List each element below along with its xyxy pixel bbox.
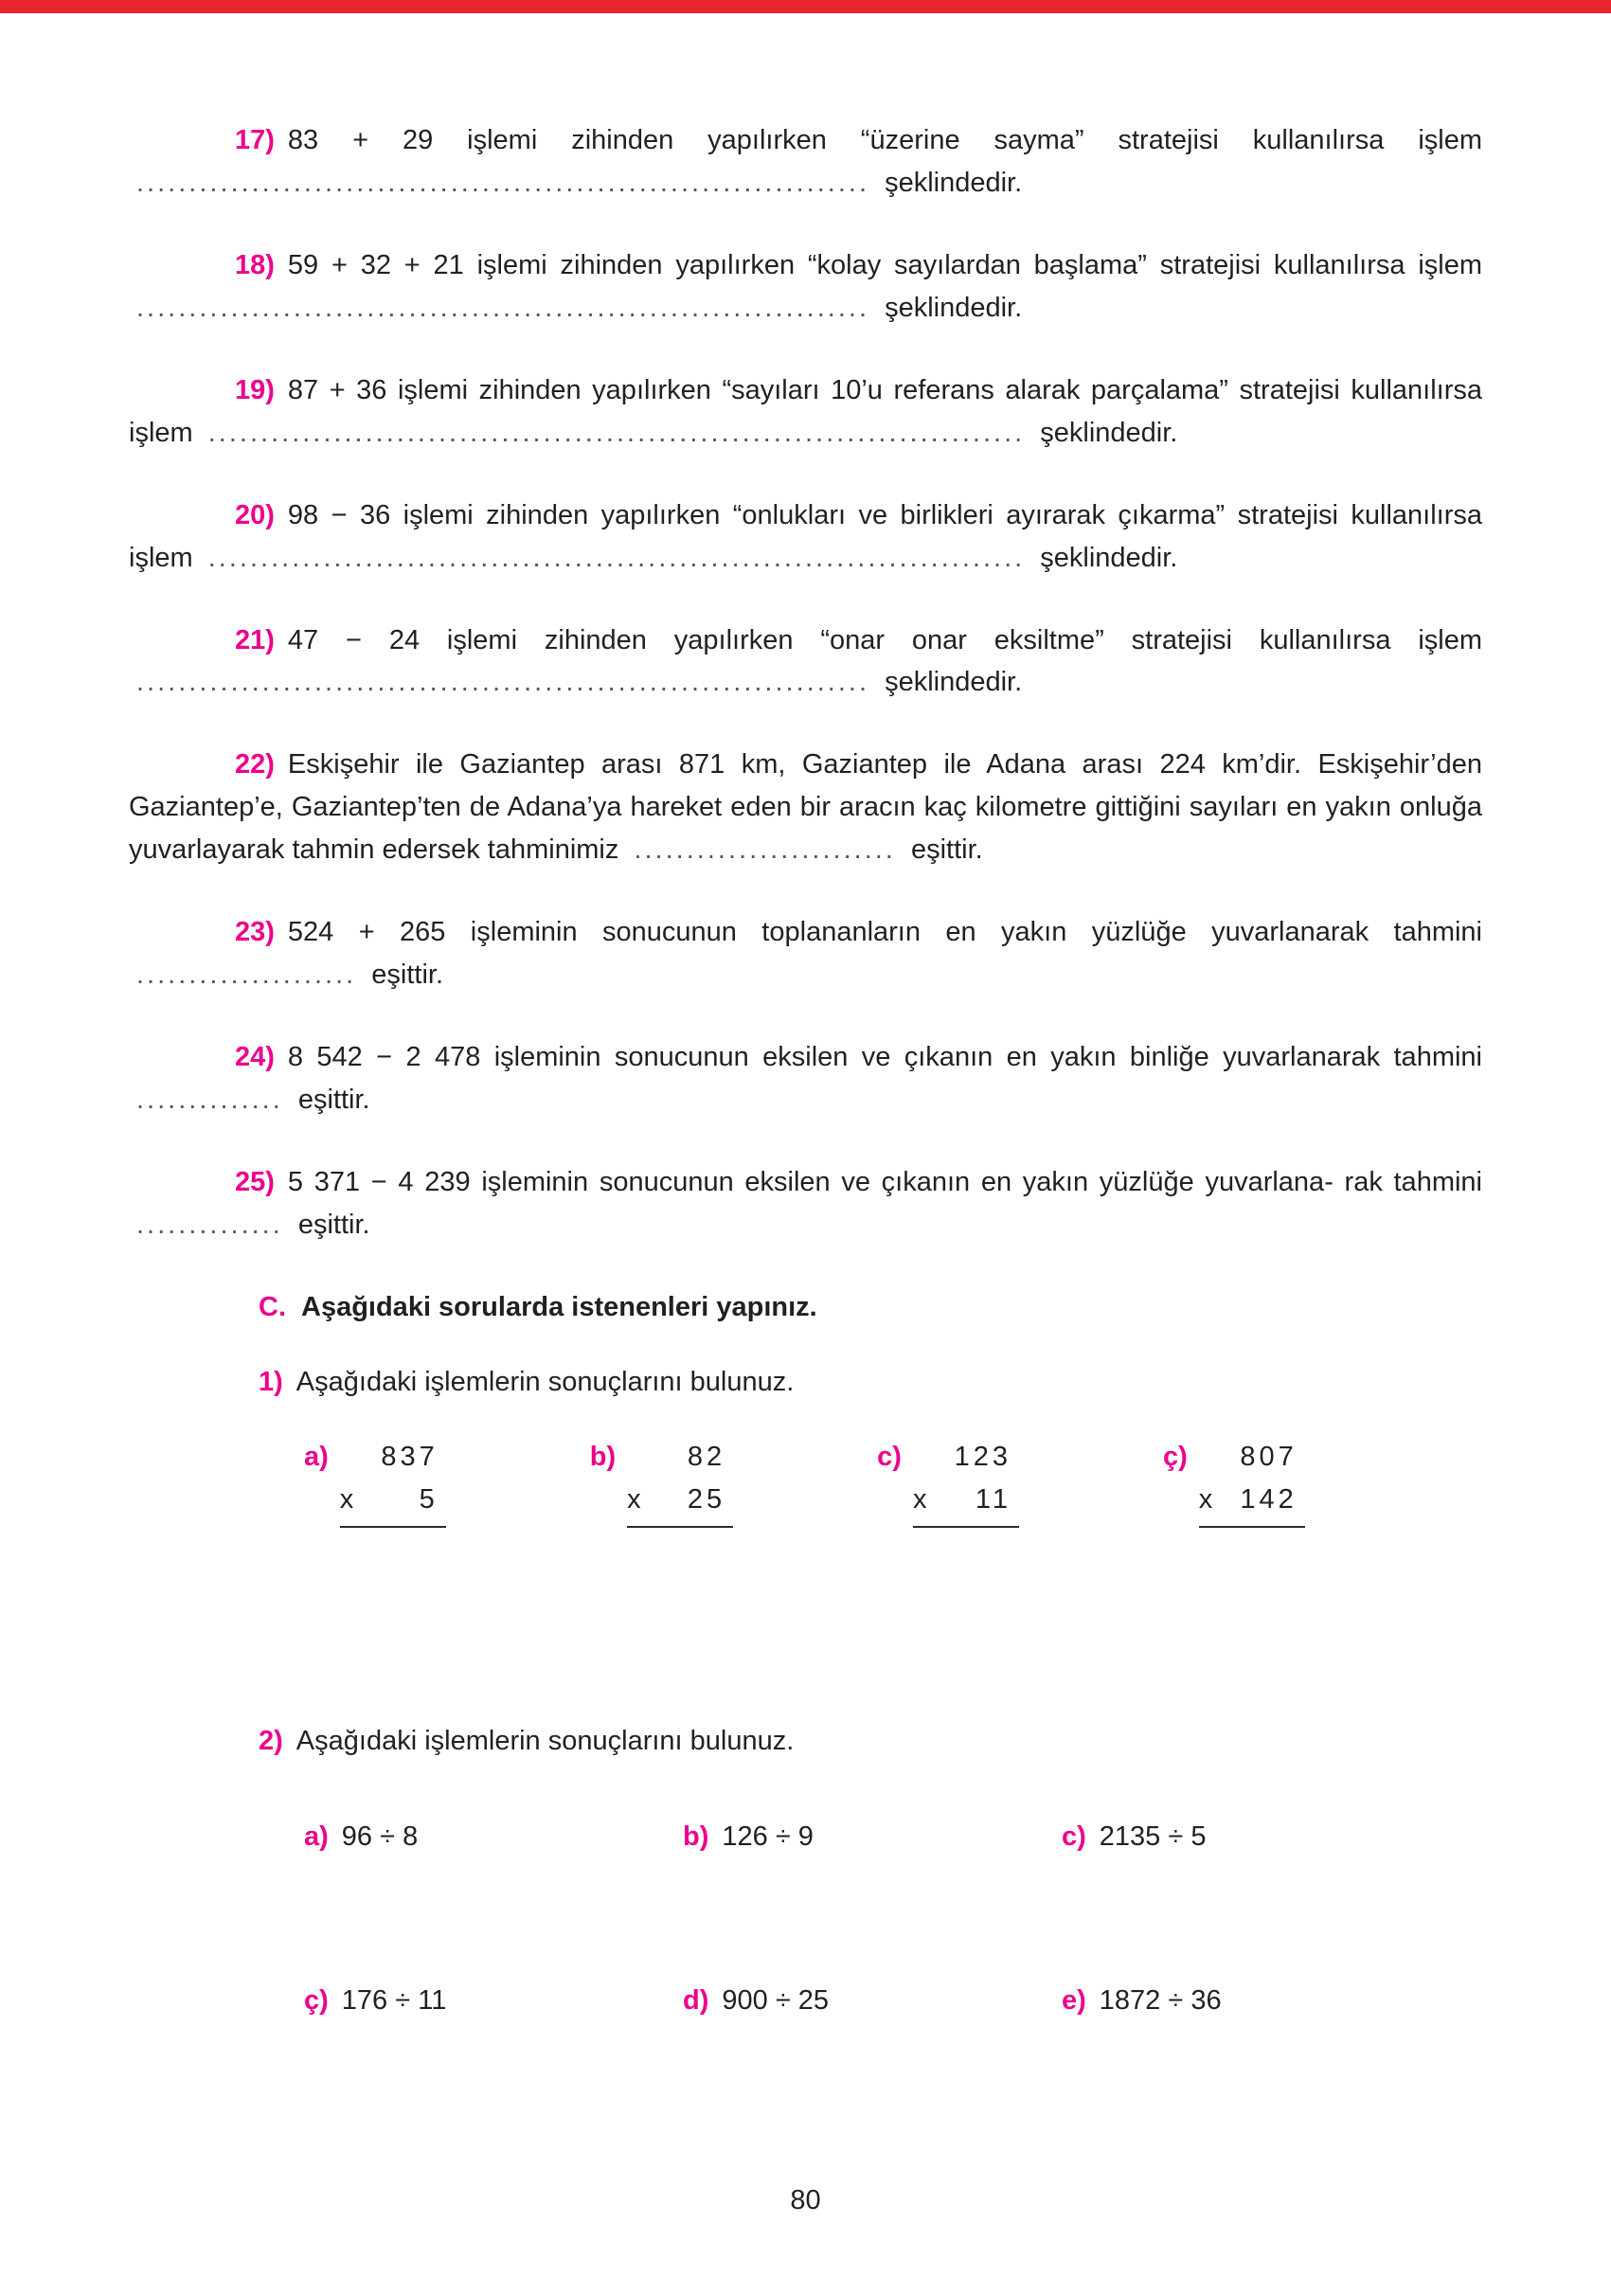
multiplicand: 837	[381, 1441, 439, 1472]
multiplication-problem-c	[877, 1436, 1019, 1720]
multiplication-problem-ç	[1163, 1436, 1305, 1720]
multiplier-row	[913, 1479, 1019, 1528]
multiplicand: 123	[954, 1441, 1011, 1472]
problem-label: e)	[1062, 1984, 1086, 2016]
question-body: 98 − 36 işlemi zihinden yapılırken “onlukları ve birlikleri ayırarak çıkarma” stratejisi kullanılırsa işlem	[129, 499, 1482, 573]
division-expression: 1872 ÷ 36	[1099, 1984, 1222, 2016]
question-24	[129, 1036, 1482, 1121]
question-body: Eskişehir ile Gaziantep arası 871 km, Gaziantep ile Adana arası 224 km’dir. Eskişehir’den Gaziantep’e, Gaziantep’ten de Adana’ya hareket eden bir aracın kaç kilometre gittiğini sayıları en yakın onluğa yuvarlayarak tahmin edersek tahminimiz	[129, 749, 1482, 866]
fill-in-blank: ......................................................................	[136, 292, 869, 323]
multiply-operator: x	[339, 1483, 354, 1515]
top-red-bar	[0, 0, 1611, 13]
question-number: 19)	[235, 374, 275, 405]
problem-label: a)	[304, 1821, 329, 1852]
fill-in-blank: ......................................................................	[136, 167, 869, 198]
question-21	[129, 619, 1482, 705]
question-number: 18)	[235, 249, 275, 280]
division-expression: 176 ÷ 11	[341, 1984, 447, 2016]
exercise-2-intro	[129, 1720, 1482, 1763]
multiplier-row	[1199, 1479, 1305, 1528]
page-number: 80	[790, 2185, 821, 2215]
division-expression: 2135 ÷ 5	[1099, 1821, 1207, 1852]
question-tail: eşittir.	[297, 1209, 370, 1240]
question-18	[129, 244, 1482, 330]
question-tail: eşittir.	[371, 960, 444, 991]
division-problem-a	[304, 1816, 683, 1858]
multiplier: 11	[975, 1483, 1011, 1515]
division-problems	[129, 1816, 1482, 2022]
problem-label: c)	[1062, 1821, 1086, 1852]
question-body: 524 + 265 işleminin sonucunun toplananların en yakın yüzlüğe yuvarlanarak tahmini	[287, 917, 1482, 948]
vertical-multiplication	[1199, 1436, 1305, 1528]
page-content	[0, 13, 1611, 2022]
question-tail: şeklindedir.	[885, 292, 1023, 323]
question-22	[129, 744, 1482, 871]
exercise-1-intro	[129, 1361, 1482, 1404]
question-tail: şeklindedir.	[1040, 417, 1178, 448]
multiplier-row	[340, 1479, 446, 1528]
question-body: 47 − 24 işlemi zihinden yapılırken “onar onar eksiltme” stratejisi kullanılırsa işlem	[287, 624, 1482, 655]
multiplier: 142	[1240, 1483, 1298, 1515]
vertical-multiplication	[913, 1436, 1019, 1528]
multiplication-problem-a	[304, 1436, 446, 1720]
question-number: 22)	[235, 749, 275, 780]
fill-in-blank: .....................	[136, 960, 357, 991]
division-expression: 126 ÷ 9	[722, 1821, 814, 1852]
multiply-operator: x	[1198, 1483, 1213, 1515]
division-problem-c	[1062, 1816, 1441, 1858]
multiplicand: 82	[687, 1441, 726, 1472]
division-problem-e	[1062, 1980, 1441, 2022]
multiplier: 5	[419, 1483, 439, 1515]
question-tail: şeklindedir.	[885, 167, 1023, 198]
question-body: 5 371 − 4 239 işleminin sonucunun eksilen ve çıkanın en yakın yüzlüğe yuvarlana- rak tahmini	[287, 1166, 1482, 1197]
division-problem-d	[683, 1980, 1062, 2022]
vertical-multiplication	[627, 1436, 733, 1528]
question-number: 20)	[235, 499, 275, 530]
multiplier-row	[627, 1479, 733, 1528]
question-20	[129, 494, 1482, 580]
division-problem-b	[683, 1816, 1062, 1858]
question-number: 24)	[235, 1042, 275, 1073]
question-tail: eşittir.	[910, 834, 983, 866]
question-25	[129, 1161, 1482, 1247]
question-body: 59 + 32 + 21 işlemi zihinden yapılırken “kolay sayılardan başlama” stratejisi kullanılırsa işlem	[287, 249, 1482, 280]
question-body: 83 + 29 işlemi zihinden yapılırken “üzerine sayma” stratejisi kullanılırsa işlem	[287, 125, 1482, 155]
fill-in-blank: ..............................................................................	[207, 417, 1026, 448]
multiplication-problem-b	[590, 1436, 733, 1720]
question-23	[129, 911, 1482, 996]
multiplier: 25	[687, 1483, 726, 1515]
vertical-multiplication	[340, 1436, 446, 1528]
question-number: 17)	[235, 125, 275, 155]
multiply-operator: x	[912, 1483, 927, 1515]
fill-in-blank: ..............	[136, 1209, 283, 1240]
section-title: Aşağıdaki sorularda istenenleri yapınız.	[301, 1291, 817, 1322]
division-problem-ç	[304, 1980, 683, 2022]
problem-label: b)	[683, 1821, 709, 1852]
question-number: 21)	[235, 624, 275, 655]
problem-label: d)	[683, 1984, 709, 2016]
exercise-text: Aşağıdaki işlemlerin sonuçlarını bulunuz.	[295, 1366, 795, 1397]
question-body: 8 542 − 2 478 işleminin sonucunun eksilen ve çıkanın en yakın binliğe yuvarlanarak tahmini	[287, 1042, 1482, 1073]
exercise-text: Aşağıdaki işlemlerin sonuçlarını bulunuz.	[295, 1725, 795, 1756]
section-c-heading	[129, 1286, 1482, 1329]
fill-in-blank: .........................	[634, 834, 896, 866]
question-tail: şeklindedir.	[885, 667, 1023, 698]
exercise-number: 2)	[259, 1725, 283, 1756]
question-17	[129, 119, 1482, 205]
question-tail: eşittir.	[297, 1085, 370, 1115]
fill-in-blank: ..............	[136, 1085, 283, 1115]
division-expression: 96 ÷ 8	[341, 1821, 419, 1852]
multiplicand: 807	[1240, 1441, 1298, 1472]
question-number: 23)	[235, 917, 275, 948]
question-number: 25)	[235, 1166, 275, 1197]
fill-in-blank: ..............................................................................	[207, 542, 1026, 573]
multiplication-problems	[129, 1436, 1482, 1720]
multiply-operator: x	[627, 1483, 641, 1515]
question-body: 87 + 36 işlemi zihinden yapılırken “sayıları 10’u referans alarak parçalama” stratejisi kullanılırsa işlem	[129, 374, 1482, 448]
question-19	[129, 369, 1482, 455]
exercise-number: 1)	[259, 1366, 283, 1397]
fill-in-blank: ......................................................................	[136, 667, 869, 698]
problem-label: ç)	[304, 1984, 329, 2016]
section-letter: C.	[259, 1291, 286, 1322]
problem-label: c)	[877, 1441, 902, 1472]
problem-label: a)	[304, 1441, 329, 1472]
division-expression: 900 ÷ 25	[722, 1984, 830, 2016]
problem-label: b)	[589, 1441, 617, 1472]
question-tail: şeklindedir.	[1040, 542, 1178, 573]
problem-label: ç)	[1162, 1441, 1188, 1472]
